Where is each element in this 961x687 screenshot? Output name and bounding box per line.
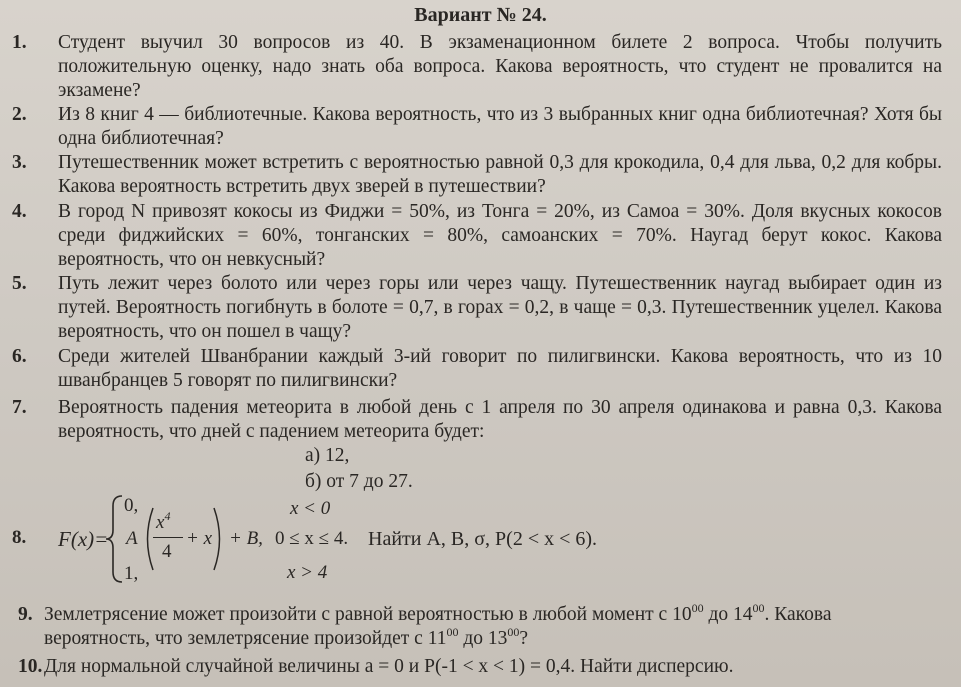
- right-paren: [211, 506, 227, 572]
- problem-number: 4.: [12, 201, 27, 222]
- problem-text: В город N привозят кокосы из Фиджи = 50%, из Тонга = 20%, из Самоа = 30%. Доля вкусных кокосов среди фиджийских = 60%, тонганских = 80%, самоанских = 70%. Наугад берут кокос. Какова вероятность, что он невкусный?: [58, 201, 942, 270]
- problem-7-option-a: а) 12,: [305, 445, 350, 466]
- fraction-numerator: $x^4$: [156, 509, 171, 533]
- problem-5: [12, 272, 942, 344]
- function-lhs: F(x)=: [58, 527, 109, 551]
- problem-number: 3.: [12, 152, 27, 173]
- case2-coefficient: A: [126, 528, 138, 549]
- problem-7: [12, 396, 942, 444]
- problem-9: 9. Землетрясение может произойти с равной вероятностью в любой момент с $10^{00}$ до $14^{00}$. Какова вероятность, что землетрясение произойдет с $11^{00}$ до $13^{00}$?: [18, 601, 832, 649]
- problem-2: [12, 103, 942, 151]
- piecewise-brace: [104, 494, 126, 584]
- problem-text: Путь лежит через болото или через горы или через чащу. Путешественник наугад выбирает один из путей. Вероятность погибнуть в болоте = 0,7, в горах = 0,2, в чаще = 0,3. Путешественник уцелел. Какова вероятность, что он пошел в чащу?: [58, 273, 942, 342]
- fraction-bar: [153, 537, 183, 538]
- case3-value: 1,: [124, 563, 139, 584]
- problem-1: [12, 31, 942, 103]
- case1-condition: x < 0: [290, 498, 331, 519]
- left-paren: [140, 506, 156, 572]
- problem-number: 1.: [12, 32, 27, 53]
- problem-6: [12, 345, 942, 393]
- problem-7-option-b: б) от 7 до 27.: [305, 471, 413, 492]
- case2-condition: 0 ≤ x ≤ 4.: [275, 528, 349, 549]
- case3-condition: x > 4: [287, 562, 328, 583]
- problem-number: 6.: [12, 346, 27, 367]
- problem-text: Студент выучил 30 вопросов из 40. В экзаменационном билете 2 вопроса. Чтобы получить положительную оценку, надо знать оба вопроса. Какова вероятность, что студент не провалится на экзамене?: [58, 32, 942, 101]
- problem-text: Для нормальной случайной величины a = 0 и P(-1 < x < 1) = 0,4. Найти дисперсию.: [44, 656, 734, 677]
- problem-10: [12, 655, 942, 679]
- problem-text: Из 8 книг 4 — библиотечные. Какова вероятность, что из 3 выбранных книг одна библиотечная? Хотя бы одна библиотечная?: [58, 104, 942, 149]
- plus-x: + x: [186, 528, 213, 549]
- problem-number: 2.: [12, 104, 27, 125]
- problem-number: 10.: [18, 656, 43, 677]
- fraction-denominator: 4: [162, 541, 172, 562]
- plus-b: + B,: [229, 528, 263, 549]
- page-title: Вариант № 24.: [414, 4, 547, 26]
- problem-text: Путешественник может встретить с вероятностью равной 0,3 для крокодила, 0,4 для льва, 0,2 для кобры. Какова вероятность встретить двух зверей в путешествии?: [58, 152, 942, 197]
- problem-number: 8.: [12, 527, 27, 548]
- problem-3: [12, 151, 942, 199]
- problem-number: 7.: [12, 397, 27, 418]
- problem-8-task: Найти A, B, σ, P(2 < x < 6).: [368, 528, 598, 550]
- problem-text: Среди жителей Шванбрании каждый 3-ий говорит по пилигвински. Какова вероятность, что из 10 шванбранцев 5 говорят по пилигвински?: [58, 346, 942, 391]
- problem-number: 9.: [18, 604, 33, 625]
- problem-number: 5.: [12, 273, 27, 294]
- problem-text: Вероятность падения метеорита в любой день с 1 апреля по 30 апреля одинакова и равна 0,3. Какова вероятность, что дней с падением метеорита будет:: [58, 397, 942, 442]
- case1-value: 0,: [124, 495, 139, 516]
- problem-4: [12, 200, 942, 272]
